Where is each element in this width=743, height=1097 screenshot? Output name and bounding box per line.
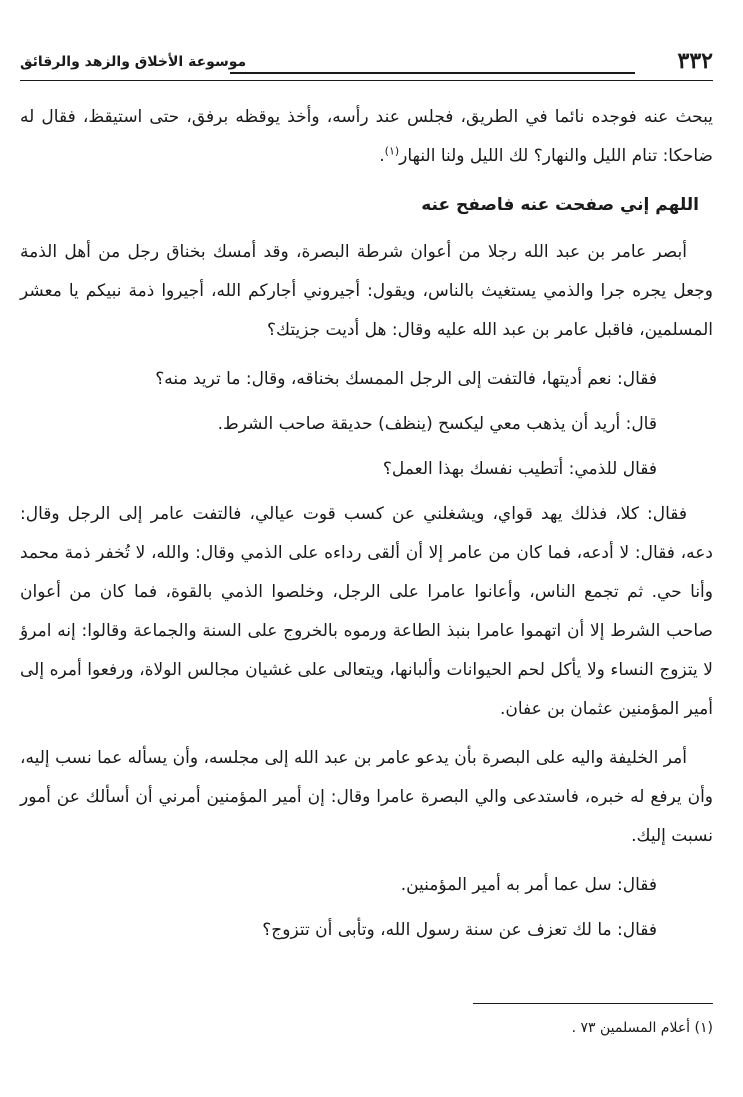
- dialogue-line: فقال للذمي: أتطيب نفسك بهذا العمل؟: [382, 459, 657, 479]
- dialogue-line: فقال: ما لك تعزف عن سنة رسول الله، وتأبى أن تتزوج؟: [262, 920, 657, 940]
- dialogue-line: فقال: سل عما أمر به أمير المؤمنين.: [400, 875, 657, 895]
- body-text: [20, 98, 713, 950]
- header-divider: [20, 80, 713, 81]
- footnote-rule: [473, 1003, 713, 1004]
- dialogue-line: فقال: نعم أديتها، فالتفت إلى الرجل الممسك بخناقه، وقال: ما تريد منه؟: [155, 369, 657, 389]
- dialogue-line: قال: أريد أن يذهب معي ليكسح (ينظف) حديقة صاحب الشرط.: [217, 414, 657, 434]
- running-title: موسوعة الأخلاق والزهد والرقائق: [20, 54, 247, 70]
- footnote: (١) أعلام المسلمين ٧٣ .: [571, 1020, 713, 1036]
- paragraph: أمر الخليفة واليه على البصرة بأن يدعو عامر بن عبد الله إلى مجلسه، وأن يسأله عما نسب إليه، وأن يرفع له خبره، فاستدعى والي البصرة عامرا وقال: إن أمير المؤمنين أمرني أن أسألك عن أمور نسبت إليك.: [20, 748, 713, 846]
- page-header: [20, 48, 713, 80]
- paragraph-text: يبحث عنه فوجده نائما في الطريق، فجلس عند رأسه، وأخذ يوقظه برفق، حتى استيقظ، فقال له ضاحكا: تنام الليل والنهار؟ لك الليل ولنا النهار: [20, 107, 713, 166]
- page-number: ٣٣٢: [677, 48, 713, 74]
- paragraph-end: .: [379, 146, 385, 166]
- section-heading: اللهم إني صفحت عنه فاصفح عنه: [421, 195, 699, 215]
- paragraph: أبصر عامر بن عبد الله رجلا من أعوان شرطة البصرة، وقد أمسك بخناق رجل من أهل الذمة وجعل يجره جرا والذمي يستغيث بالناس، ويقول: أجيروني أجاركم الله، أجيروا ذمة نبيكم يا معشر المسلمين، فاقبل عامر بن عبد الله عليه وقال: هل أديت جزيتك؟: [20, 242, 713, 340]
- paragraph: [20, 98, 713, 176]
- header-rule: [230, 72, 635, 74]
- book-page: [20, 48, 713, 1036]
- footnote-marker: (١): [384, 144, 400, 158]
- paragraph: فقال: كلا، فذلك يهد قواي، ويشغلني عن كسب قوت عيالي، فالتفت عامر إلى الرجل وقال: دعه، فقال: لا أدعه، فما كان من عامر إلا أن ألقى رداءه على الذمي وقال: والله، لا تُخفر ذمة محمد وأنا حي. ثم تجمع الناس، وأعانوا عامرا على الرجل، وخلصوا الذمي بالقوة، فما كان من أعوان صاحب الشرط إلا أن اتهموا عامرا بنبذ الطاعة ورموه بالخروج على السنة والجماعة وقالوا: إنه امرؤ لا يتزوج النساء ولا يأكل لحم الحيوانات وألبانها، ويتعالى على غشيان مجالس الولاة، ورفعوا أمره إلى أمير المؤمنين عثمان بن عفان.: [20, 504, 713, 719]
